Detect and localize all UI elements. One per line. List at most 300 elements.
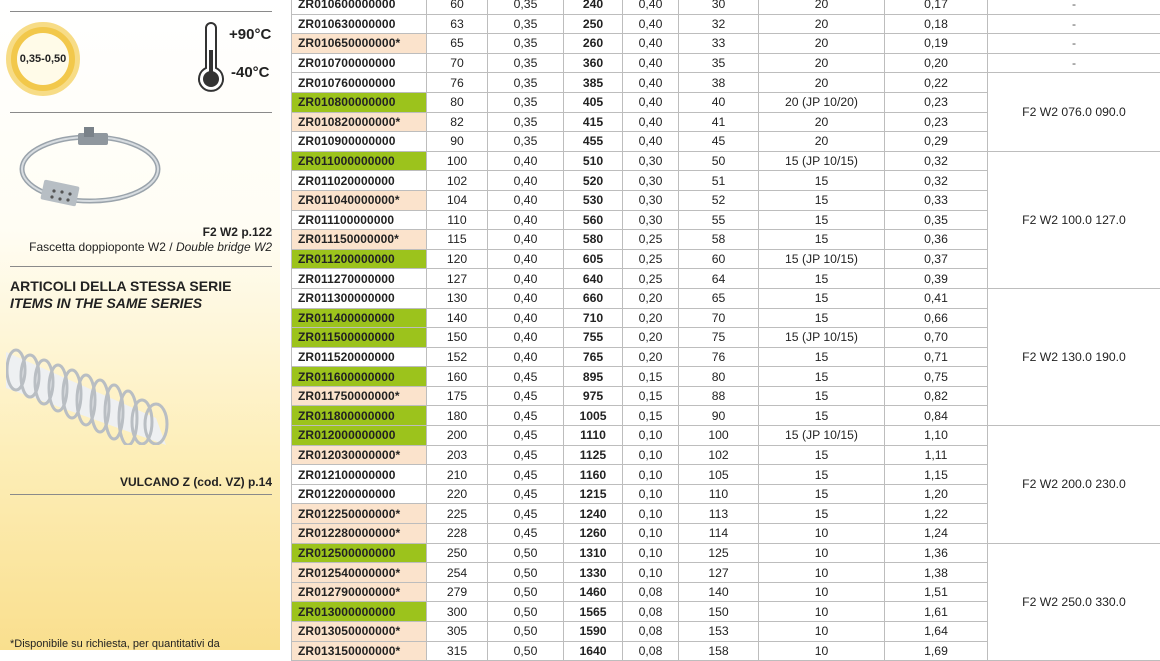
divider	[10, 112, 272, 113]
code-cell: ZR010700000000	[292, 53, 427, 73]
weight-cell: 0,19	[885, 34, 988, 54]
diameter-cell: 110	[427, 210, 488, 230]
package-cell: 15 (JP 10/15)	[759, 249, 885, 269]
value-cell: 0,08	[623, 622, 679, 642]
package-cell: 10	[759, 602, 885, 622]
length-cell: 1160	[564, 465, 623, 485]
value-cell: 102	[679, 445, 759, 465]
value-cell: 0,40	[623, 73, 679, 93]
code-cell: ZR010800000000	[292, 92, 427, 112]
diameter-cell: 305	[427, 622, 488, 642]
thickness-cell: 0,40	[488, 230, 564, 250]
value-cell: 0,40	[623, 0, 679, 14]
weight-cell: 1,20	[885, 484, 988, 504]
length-cell: 250	[564, 14, 623, 34]
weight-cell: 1,38	[885, 563, 988, 583]
diameter-cell: 82	[427, 112, 488, 132]
value-cell: 0,40	[623, 14, 679, 34]
thickness-cell: 0,40	[488, 151, 564, 171]
value-cell: 0,10	[623, 504, 679, 524]
clamp-ref-cell: F2 W2 100.0 127.0	[988, 151, 1160, 288]
package-cell: 10	[759, 524, 885, 544]
value-cell: 127	[679, 563, 759, 583]
package-cell: 15	[759, 465, 885, 485]
value-cell: 58	[679, 230, 759, 250]
package-cell: 15	[759, 190, 885, 210]
weight-cell: 0,75	[885, 367, 988, 387]
value-cell: 88	[679, 386, 759, 406]
length-cell: 605	[564, 249, 623, 269]
package-cell: 15 (JP 10/15)	[759, 151, 885, 171]
value-cell: 105	[679, 465, 759, 485]
clamp-image	[14, 125, 164, 225]
package-cell: 10	[759, 563, 885, 583]
sidebar	[0, 0, 280, 650]
weight-cell: 1,10	[885, 426, 988, 446]
code-cell: ZR013000000000	[292, 602, 427, 622]
clamp-ref-cell: F2 W2 250.0 330.0	[988, 543, 1160, 661]
diameter-cell: 279	[427, 582, 488, 602]
diameter-cell: 65	[427, 34, 488, 54]
package-cell: 15 (JP 10/15)	[759, 426, 885, 446]
code-cell: ZR012250000000*	[292, 504, 427, 524]
weight-cell: 0,20	[885, 53, 988, 73]
weight-cell: 1,11	[885, 445, 988, 465]
value-cell: 0,10	[623, 524, 679, 544]
value-cell: 0,15	[623, 406, 679, 426]
weight-cell: 0,32	[885, 171, 988, 191]
thickness-cell: 0,45	[488, 504, 564, 524]
value-cell: 0,30	[623, 171, 679, 191]
value-cell: 0,25	[623, 230, 679, 250]
thickness-cell: 0,40	[488, 288, 564, 308]
package-cell: 15	[759, 347, 885, 367]
code-cell: ZR011040000000*	[292, 190, 427, 210]
code-cell: ZR010900000000	[292, 132, 427, 152]
value-cell: 0,25	[623, 249, 679, 269]
diameter-cell: 120	[427, 249, 488, 269]
value-cell: 0,10	[623, 563, 679, 583]
thickness-cell: 0,50	[488, 582, 564, 602]
thickness-cell: 0,45	[488, 406, 564, 426]
weight-cell: 0,23	[885, 92, 988, 112]
package-cell: 15	[759, 230, 885, 250]
clamp-ref: F2 W2 p.122	[203, 225, 272, 239]
length-cell: 405	[564, 92, 623, 112]
value-cell: 158	[679, 641, 759, 661]
package-cell: 15	[759, 504, 885, 524]
thickness-cell: 0,50	[488, 602, 564, 622]
length-cell: 1640	[564, 641, 623, 661]
table-row	[292, 151, 1160, 171]
thickness-cell: 0,45	[488, 386, 564, 406]
value-cell: 51	[679, 171, 759, 191]
table-row	[292, 0, 1160, 14]
weight-cell: 0,22	[885, 73, 988, 93]
package-cell: 15	[759, 308, 885, 328]
code-cell: ZR012540000000*	[292, 563, 427, 583]
thickness-badge	[6, 22, 80, 96]
diameter-cell: 160	[427, 367, 488, 387]
package-cell: 20	[759, 14, 885, 34]
clamp-desc-en: Double bridge W2	[176, 240, 272, 254]
thickness-cell: 0,45	[488, 426, 564, 446]
code-cell: ZR012200000000	[292, 484, 427, 504]
hose-image	[6, 330, 176, 445]
value-cell: 150	[679, 602, 759, 622]
value-cell: 0,15	[623, 367, 679, 387]
length-cell: 1005	[564, 406, 623, 426]
package-cell: 15	[759, 367, 885, 387]
length-cell: 415	[564, 112, 623, 132]
value-cell: 100	[679, 426, 759, 446]
footnote: *Disponibile su richiesta, per quantitativi da	[10, 638, 220, 650]
value-cell: 0,10	[623, 484, 679, 504]
weight-cell: 0,66	[885, 308, 988, 328]
thickness-cell: 0,40	[488, 328, 564, 348]
value-cell: 0,10	[623, 543, 679, 563]
value-cell: 33	[679, 34, 759, 54]
thickness-cell: 0,50	[488, 622, 564, 642]
package-cell: 10	[759, 641, 885, 661]
value-cell: 38	[679, 73, 759, 93]
length-cell: 1330	[564, 563, 623, 583]
value-cell: 40	[679, 92, 759, 112]
diameter-cell: 315	[427, 641, 488, 661]
code-cell: ZR010630000000	[292, 14, 427, 34]
length-cell: 455	[564, 132, 623, 152]
length-cell: 1310	[564, 543, 623, 563]
divider	[10, 266, 272, 267]
weight-cell: 1,51	[885, 582, 988, 602]
product-table	[291, 0, 1160, 661]
thickness-cell: 0,45	[488, 465, 564, 485]
value-cell: 0,08	[623, 582, 679, 602]
diameter-cell: 254	[427, 563, 488, 583]
weight-cell: 1,61	[885, 602, 988, 622]
package-cell: 10	[759, 622, 885, 642]
code-cell: ZR011270000000	[292, 269, 427, 289]
divider	[10, 11, 272, 12]
value-cell: 0,10	[623, 426, 679, 446]
clamp-ref-cell: F2 W2 130.0 190.0	[988, 288, 1160, 425]
code-cell: ZR011200000000	[292, 249, 427, 269]
length-cell: 640	[564, 269, 623, 289]
package-cell: 15	[759, 406, 885, 426]
code-cell: ZR012030000000*	[292, 445, 427, 465]
table-row	[292, 426, 1160, 446]
divider	[10, 494, 272, 495]
thickness-cell: 0,50	[488, 563, 564, 583]
length-cell: 510	[564, 151, 623, 171]
value-cell: 0,30	[623, 151, 679, 171]
thickness-cell: 0,40	[488, 210, 564, 230]
length-cell: 1125	[564, 445, 623, 465]
temp-min: -40°C	[231, 64, 270, 81]
code-cell: ZR011020000000	[292, 171, 427, 191]
code-cell: ZR012790000000*	[292, 582, 427, 602]
table-row	[292, 73, 1160, 93]
weight-cell: 1,15	[885, 465, 988, 485]
code-cell: ZR011800000000	[292, 406, 427, 426]
value-cell: 125	[679, 543, 759, 563]
thickness-cell: 0,35	[488, 34, 564, 54]
thickness-cell: 0,35	[488, 53, 564, 73]
table-row	[292, 543, 1160, 563]
series-title	[10, 278, 231, 312]
thickness-cell: 0,45	[488, 524, 564, 544]
value-cell: 113	[679, 504, 759, 524]
clamp-description	[29, 240, 272, 254]
clamp-desc-it: Fascetta doppioponte W2 /	[29, 240, 176, 254]
weight-cell: 0,32	[885, 151, 988, 171]
package-cell: 20	[759, 34, 885, 54]
code-cell: ZR011150000000*	[292, 230, 427, 250]
length-cell: 1565	[564, 602, 623, 622]
thickness-cell: 0,45	[488, 367, 564, 387]
series-title-it: ARTICOLI DELLA STESSA SERIE	[10, 278, 231, 295]
code-cell: ZR012000000000	[292, 426, 427, 446]
package-cell: 20	[759, 112, 885, 132]
hose-ref: VULCANO Z (cod. VZ) p.14	[120, 475, 272, 489]
diameter-cell: 76	[427, 73, 488, 93]
weight-cell: 0,23	[885, 112, 988, 132]
package-cell: 20	[759, 132, 885, 152]
code-cell: ZR012280000000*	[292, 524, 427, 544]
clamp-ref-cell: -	[988, 14, 1160, 34]
diameter-cell: 200	[427, 426, 488, 446]
package-cell: 15	[759, 386, 885, 406]
weight-cell: 0,70	[885, 328, 988, 348]
value-cell: 0,40	[623, 112, 679, 132]
diameter-cell: 140	[427, 308, 488, 328]
length-cell: 260	[564, 34, 623, 54]
value-cell: 65	[679, 288, 759, 308]
length-cell: 1260	[564, 524, 623, 544]
value-cell: 0,25	[623, 269, 679, 289]
table-body	[292, 0, 1160, 661]
table-row	[292, 288, 1160, 308]
value-cell: 0,40	[623, 132, 679, 152]
diameter-cell: 150	[427, 328, 488, 348]
weight-cell: 0,33	[885, 190, 988, 210]
thickness-cell: 0,35	[488, 0, 564, 14]
package-cell: 15 (JP 10/15)	[759, 328, 885, 348]
code-cell: ZR011000000000	[292, 151, 427, 171]
package-cell: 20 (JP 10/20)	[759, 92, 885, 112]
code-cell: ZR011600000000	[292, 367, 427, 387]
clamp-ref-cell: -	[988, 34, 1160, 54]
value-cell: 114	[679, 524, 759, 544]
weight-cell: 1,69	[885, 641, 988, 661]
value-cell: 0,20	[623, 328, 679, 348]
diameter-cell: 104	[427, 190, 488, 210]
value-cell: 80	[679, 367, 759, 387]
length-cell: 975	[564, 386, 623, 406]
clamp-ref-cell: -	[988, 0, 1160, 14]
diameter-cell: 102	[427, 171, 488, 191]
length-cell: 560	[564, 210, 623, 230]
thickness-cell: 0,50	[488, 543, 564, 563]
code-cell: ZR010820000000*	[292, 112, 427, 132]
diameter-cell: 63	[427, 14, 488, 34]
table-row	[292, 53, 1160, 73]
code-cell: ZR010600000000	[292, 0, 427, 14]
weight-cell: 0,17	[885, 0, 988, 14]
diameter-cell: 152	[427, 347, 488, 367]
length-cell: 710	[564, 308, 623, 328]
code-cell: ZR011100000000	[292, 210, 427, 230]
table-row	[292, 34, 1160, 54]
value-cell: 0,30	[623, 210, 679, 230]
value-cell: 52	[679, 190, 759, 210]
code-cell: ZR011400000000	[292, 308, 427, 328]
code-cell: ZR011520000000	[292, 347, 427, 367]
package-cell: 10	[759, 543, 885, 563]
value-cell: 110	[679, 484, 759, 504]
thickness-cell: 0,35	[488, 92, 564, 112]
package-cell: 20	[759, 53, 885, 73]
diameter-cell: 228	[427, 524, 488, 544]
length-cell: 755	[564, 328, 623, 348]
table-row	[292, 14, 1160, 34]
length-cell: 530	[564, 190, 623, 210]
package-cell: 15	[759, 288, 885, 308]
diameter-cell: 127	[427, 269, 488, 289]
weight-cell: 0,71	[885, 347, 988, 367]
weight-cell: 0,37	[885, 249, 988, 269]
diameter-cell: 115	[427, 230, 488, 250]
code-cell: ZR011750000000*	[292, 386, 427, 406]
diameter-cell: 300	[427, 602, 488, 622]
weight-cell: 1,24	[885, 524, 988, 544]
value-cell: 30	[679, 0, 759, 14]
value-cell: 55	[679, 210, 759, 230]
value-cell: 0,40	[623, 34, 679, 54]
thickness-cell: 0,40	[488, 171, 564, 191]
length-cell: 385	[564, 73, 623, 93]
diameter-cell: 70	[427, 53, 488, 73]
length-cell: 1240	[564, 504, 623, 524]
value-cell: 41	[679, 112, 759, 132]
thickness-cell: 0,45	[488, 484, 564, 504]
thickness-cell: 0,40	[488, 249, 564, 269]
diameter-cell: 203	[427, 445, 488, 465]
thickness-cell: 0,40	[488, 347, 564, 367]
package-cell: 15	[759, 171, 885, 191]
value-cell: 0,20	[623, 308, 679, 328]
thickness-cell: 0,50	[488, 641, 564, 661]
package-cell: 15	[759, 269, 885, 289]
code-cell: ZR010760000000	[292, 73, 427, 93]
value-cell: 0,10	[623, 465, 679, 485]
value-cell: 140	[679, 582, 759, 602]
value-cell: 35	[679, 53, 759, 73]
diameter-cell: 60	[427, 0, 488, 14]
value-cell: 70	[679, 308, 759, 328]
package-cell: 10	[759, 582, 885, 602]
code-cell: ZR010650000000*	[292, 34, 427, 54]
clamp-ref-cell: F2 W2 200.0 230.0	[988, 426, 1160, 544]
weight-cell: 0,41	[885, 288, 988, 308]
length-cell: 660	[564, 288, 623, 308]
value-cell: 0,08	[623, 602, 679, 622]
thickness-cell: 0,45	[488, 445, 564, 465]
length-cell: 240	[564, 0, 623, 14]
code-cell: ZR011300000000	[292, 288, 427, 308]
weight-cell: 0,29	[885, 132, 988, 152]
thickness-cell: 0,40	[488, 269, 564, 289]
code-cell: ZR013150000000*	[292, 641, 427, 661]
value-cell: 0,10	[623, 445, 679, 465]
diameter-cell: 90	[427, 132, 488, 152]
code-cell: ZR012100000000	[292, 465, 427, 485]
package-cell: 15	[759, 445, 885, 465]
value-cell: 153	[679, 622, 759, 642]
code-cell: ZR011500000000	[292, 328, 427, 348]
value-cell: 90	[679, 406, 759, 426]
length-cell: 360	[564, 53, 623, 73]
value-cell: 0,40	[623, 92, 679, 112]
series-title-en: ITEMS IN THE SAME SERIES	[10, 295, 231, 312]
diameter-cell: 250	[427, 543, 488, 563]
weight-cell: 1,64	[885, 622, 988, 642]
diameter-cell: 180	[427, 406, 488, 426]
value-cell: 76	[679, 347, 759, 367]
value-cell: 50	[679, 151, 759, 171]
diameter-cell: 130	[427, 288, 488, 308]
value-cell: 60	[679, 249, 759, 269]
weight-cell: 1,22	[885, 504, 988, 524]
diameter-cell: 100	[427, 151, 488, 171]
clamp-ref-cell: F2 W2 076.0 090.0	[988, 73, 1160, 151]
value-cell: 0,30	[623, 190, 679, 210]
length-cell: 1215	[564, 484, 623, 504]
thickness-cell: 0,40	[488, 308, 564, 328]
length-cell: 1590	[564, 622, 623, 642]
package-cell: 15	[759, 484, 885, 504]
thickness-cell: 0,35	[488, 132, 564, 152]
thickness-cell: 0,35	[488, 14, 564, 34]
diameter-cell: 175	[427, 386, 488, 406]
length-cell: 520	[564, 171, 623, 191]
value-cell: 45	[679, 132, 759, 152]
diameter-cell: 210	[427, 465, 488, 485]
package-cell: 20	[759, 0, 885, 14]
value-cell: 32	[679, 14, 759, 34]
weight-cell: 0,35	[885, 210, 988, 230]
value-cell: 0,20	[623, 347, 679, 367]
length-cell: 1110	[564, 426, 623, 446]
weight-cell: 0,18	[885, 14, 988, 34]
value-cell: 75	[679, 328, 759, 348]
temp-max: +90°C	[229, 26, 271, 43]
clamp-ref-cell: -	[988, 53, 1160, 73]
weight-cell: 0,84	[885, 406, 988, 426]
value-cell: 0,40	[623, 53, 679, 73]
length-cell: 895	[564, 367, 623, 387]
weight-cell: 0,82	[885, 386, 988, 406]
diameter-cell: 220	[427, 484, 488, 504]
length-cell: 580	[564, 230, 623, 250]
value-cell: 0,08	[623, 641, 679, 661]
weight-cell: 0,39	[885, 269, 988, 289]
thickness-cell: 0,35	[488, 73, 564, 93]
length-cell: 1460	[564, 582, 623, 602]
thickness-badge-label: 0,35-0,50	[17, 33, 69, 85]
diameter-cell: 225	[427, 504, 488, 524]
diameter-cell: 80	[427, 92, 488, 112]
